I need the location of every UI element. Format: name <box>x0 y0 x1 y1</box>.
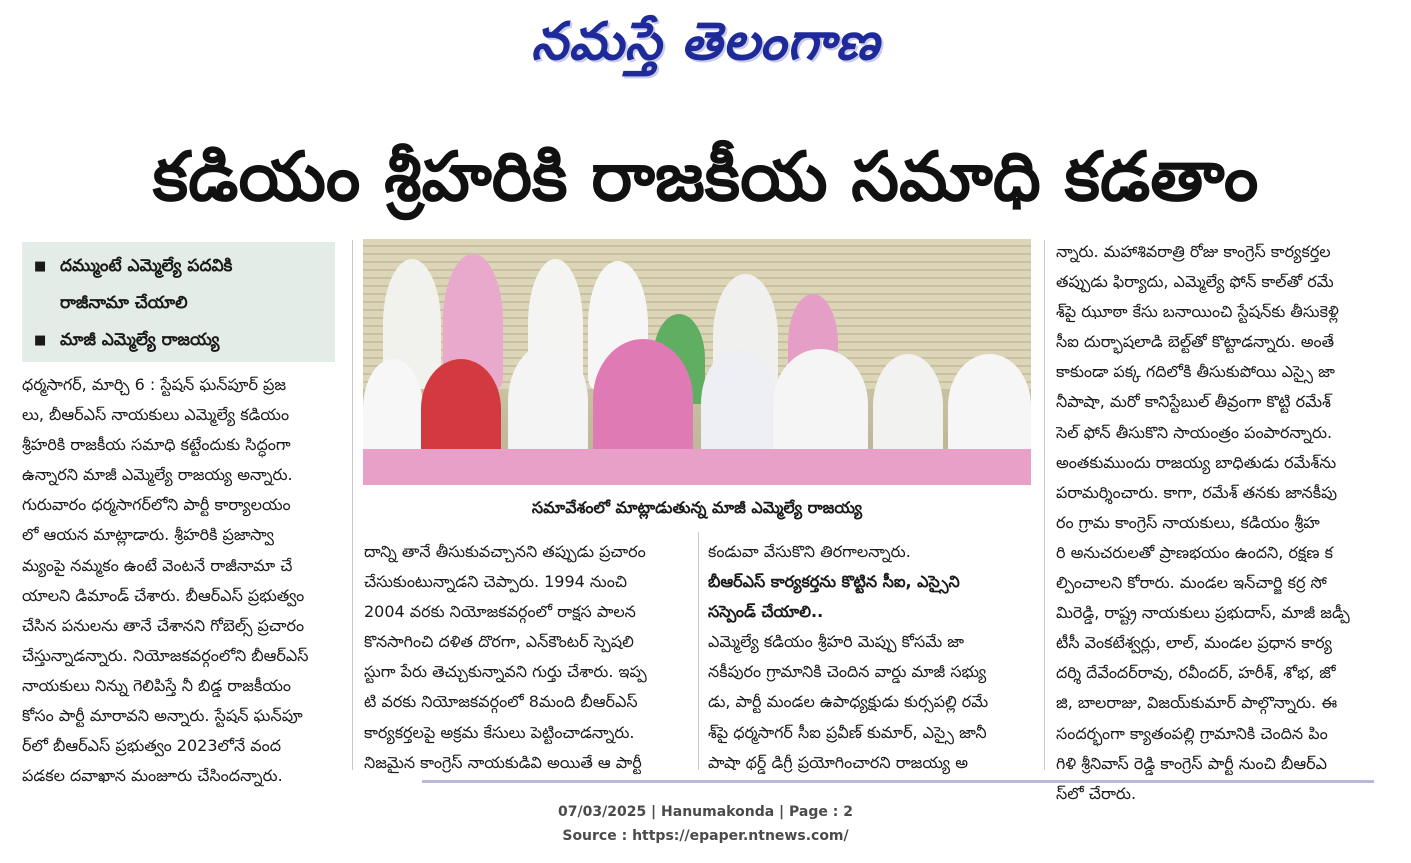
article-line: ల్పించాలని కోరారు. మండల ఇన్‌చార్జి కర్ర సో <box>1056 573 1327 593</box>
article-line: ఎమ్మెల్యే కడియం శ్రీహరి మెప్పు కోసమే జా <box>708 632 964 652</box>
highlight-item <box>34 322 323 359</box>
article-line: కోసం పార్టీ మారావని అన్నారు. స్టేషన్ ఘన్‌పూ <box>22 706 303 726</box>
article-column-3 <box>708 537 1034 778</box>
article-line: న్నారు. మహాశివరాత్రి రోజు కాంగ్రెస్ కార్యకర్తల <box>1056 242 1331 261</box>
article-line: శ్‌పై ధర్మసాగర్ సీఐ ప్రవీణ్ కుమార్, ఎస్సై జానీ <box>708 722 987 742</box>
article-column-1 <box>22 370 338 791</box>
article-column-4 <box>1056 237 1376 809</box>
column-divider <box>1044 240 1045 770</box>
article-line: లో ఆయన మాట్లాడారు. శ్రీహరికి ప్రజాస్వా <box>22 525 274 545</box>
photo-table <box>363 449 1031 485</box>
article-line: దాన్ని తానే తీసుకువచ్చానని తప్పుడు ప్రచారం <box>364 542 646 561</box>
bullet-icon: ■ <box>34 259 47 274</box>
article-line: సందర్భంగా క్యాతంపల్లి గ్రామానికి చెందిన పిం <box>1056 723 1328 743</box>
highlights-box <box>22 242 335 362</box>
article-line: శ్రీహరికి రాజకీయ సమాధి కట్టేందుకు సిద్ధంగా <box>22 435 291 455</box>
article-line: స్టుగా పేరు తెచ్చుకున్నావని గుర్తు చేశారు. ఇప్ప <box>364 662 647 682</box>
article-line: మ్యంపై నమ్మకం ఉంటే వెంటనే రాజీనామా చే <box>22 555 293 575</box>
article-line: గిళి శ్రీనివాస్ రెడ్డి కాంగ్రెస్ పార్టీ నుంచి బీఆర్‌ఎ <box>1056 753 1327 773</box>
photo-person <box>593 339 693 459</box>
article-line: కొనసాగించి దళిత దొరగా, ఎన్‌కౌంటర్ స్పెషలి <box>364 632 634 652</box>
photo-person <box>508 344 588 459</box>
article-line: మిరెడ్డి, రాష్ట్ర నాయకులు ప్రభుదాస్, మాజీ జడ్పీ <box>1056 603 1350 623</box>
article-line: యాలని డిమాండ్ చేశారు. బీఆర్‌ఎస్ ప్రభుత్వం <box>22 585 305 605</box>
news-photo <box>363 239 1031 485</box>
article-line: టి వరకు నియోజకవర్గంలో 8మంది బీఆర్‌ఎస్ <box>364 692 638 712</box>
article-line: నిజమైన కాంగ్రెస్ నాయకుడివి అయితే ఆ పార్టీ <box>364 752 642 772</box>
article-line: నకీపురం గ్రామానికి చెందిన వార్డు మాజీ సభ్యు <box>708 662 987 682</box>
page-footer <box>0 800 1411 848</box>
article-line: లు, బీఆర్‌ఎస్ నాయకులు ఎమ్మెల్యే కడియం <box>22 405 290 425</box>
subheading: బీఆర్‌ఎస్ కార్యకర్తను కొట్టిన సీఐ, ఎస్సైని <box>708 572 960 592</box>
photo-caption: సమావేశంలో మాట్లాడుతున్న మాజీ ఎమ్మెల్యే రాజయ్య <box>531 498 863 517</box>
article-line: చేస్తున్నాడన్నారు. నియోజకవర్గంలోని బీఆర్‌ఎస్ <box>22 645 309 665</box>
article-line: 2004 వరకు నియోజకవర్గంలో రాక్షస పాలన <box>364 602 636 622</box>
article-line: అంతకుముందు రాజయ్య బాధితుడు రమేశ్‌ను <box>1056 452 1337 472</box>
article-line: పరామర్శించారు. కాగా, రమేశ్ తనకు జానకీపు <box>1056 482 1338 502</box>
highlight-text: మాజీ ఎమ్మెల్యే రాజయ్య <box>60 330 220 350</box>
article-line: చేసుకుంటున్నాడని చెప్పారు. 1994 నుంచి <box>364 572 628 592</box>
article-line: స్‌లో చేరారు. <box>1056 783 1137 803</box>
highlight-item-continuation <box>34 285 323 322</box>
footer-date-edition: 07/03/2025 | Hanumakonda | Page : 2 <box>558 804 853 820</box>
subheading: సస్పెండ్ చేయాలి.. <box>708 602 824 622</box>
photo-person <box>701 349 776 459</box>
headline: కడియం శ్రీహరికి రాజకీయ సమాధి కడతాం <box>152 138 1259 217</box>
article-line: నాయకులు నిన్ను గెలిపిస్తే నీ బిడ్డ రాజకీయం <box>22 675 292 695</box>
article-line: నీపాషా, మరో కానిస్టేబుల్ తీవ్రంగా కొట్టి రమేశ్ <box>1056 392 1331 412</box>
article-line: రి అనుచరులతో ప్రాణభయం ఉందని, రక్షణ క <box>1056 542 1333 562</box>
column-divider <box>698 532 699 770</box>
article-line: దర్శి దేవేందర్‌రావు, రవీందర్, హరీశ్, శోభ, జో <box>1056 663 1336 683</box>
article-line: పాషా థర్డ్ డిగ్రీ ప్రయోగించారని రాజయ్య అ <box>708 752 968 772</box>
bottom-divider <box>422 780 1374 783</box>
photo-person <box>773 349 868 459</box>
article-column-2 <box>364 537 690 778</box>
article-line: తప్పుడు ఫిర్యాదు, ఎమ్మెల్యే ఫోన్ కాల్‌తో రమే <box>1056 272 1334 292</box>
article-line: సెల్ ఫోన్ తీసుకొని సాయంత్రం పంపారన్నారు. <box>1056 422 1333 442</box>
photo-person <box>873 354 943 459</box>
photo-person <box>421 359 501 459</box>
article-line: జి, బాలరాజు, విజయ్‌కుమార్ పాల్గొన్నారు. ఈ <box>1056 693 1338 713</box>
article-line: సీఐ దుర్భాషలాడి బెల్ట్‌తో కొట్టాడన్నారు. అంతే <box>1056 332 1335 352</box>
article-line: గురువారం ధర్మసాగర్‌లోని పార్టీ కార్యాలయం <box>22 495 291 515</box>
article-line: శ్‌పై ఝూఠా కేసు బనాయించి స్టేషన్‌కు తీసుకెళ్లి <box>1056 302 1339 322</box>
article-line: రం గ్రామ కాంగ్రెస్ నాయకులు, కడియం శ్రీహ <box>1056 512 1320 532</box>
highlight-text: రాజీనామా చేయాలి <box>60 293 188 313</box>
article-line: డు, పార్టీ మండల ఉపాధ్యక్షుడు కుర్సపల్లి రమే <box>708 692 989 712</box>
article-line: కండువా వేసుకొని తిరగాలన్నారు. <box>708 542 911 561</box>
article-line: టీసీ వెంకటేశ్వర్లు, లాల్, మండల ప్రధాన కార్య <box>1056 633 1332 653</box>
highlight-text: దమ్ముంటే ఎమ్మెల్యే పదవికి <box>60 256 233 276</box>
masthead-logo: నమస్తే తెలంగాణ <box>531 11 880 72</box>
column-divider <box>352 240 353 770</box>
article-line: కాకుండా పక్క గదిలోకి తీసుకుపోయి ఎస్సై జా <box>1056 362 1335 382</box>
article-line: పడకల దవాఖాన మంజూరు చేసిందన్నారు. <box>22 766 283 786</box>
photo-person <box>948 354 1031 459</box>
footer-source-link[interactable]: Source : https://epaper.ntnews.com/ <box>562 828 849 844</box>
article-line: ర్‌లో బీఆర్‌ఎస్ ప్రభుత్వం 2023లోనే వంద <box>22 736 282 756</box>
highlight-item <box>34 248 323 285</box>
article-line: చేసిన పనులను తానే చేశానని గోబెల్స్ ప్రచారం <box>22 615 305 635</box>
article-line: ఉన్నారని మాజీ ఎమ్మెల్యే రాజయ్య అన్నారు. <box>22 465 293 485</box>
article-line: కార్యకర్తలపై అక్రమ కేసులు పెట్టించాడన్నారు. <box>364 722 635 742</box>
article-line: ధర్మసాగర్, మార్చి 6 : స్టేషన్ ఘన్‌పూర్ ప్రజ <box>22 375 287 394</box>
photo-person <box>363 359 423 459</box>
bullet-icon: ■ <box>34 333 47 348</box>
